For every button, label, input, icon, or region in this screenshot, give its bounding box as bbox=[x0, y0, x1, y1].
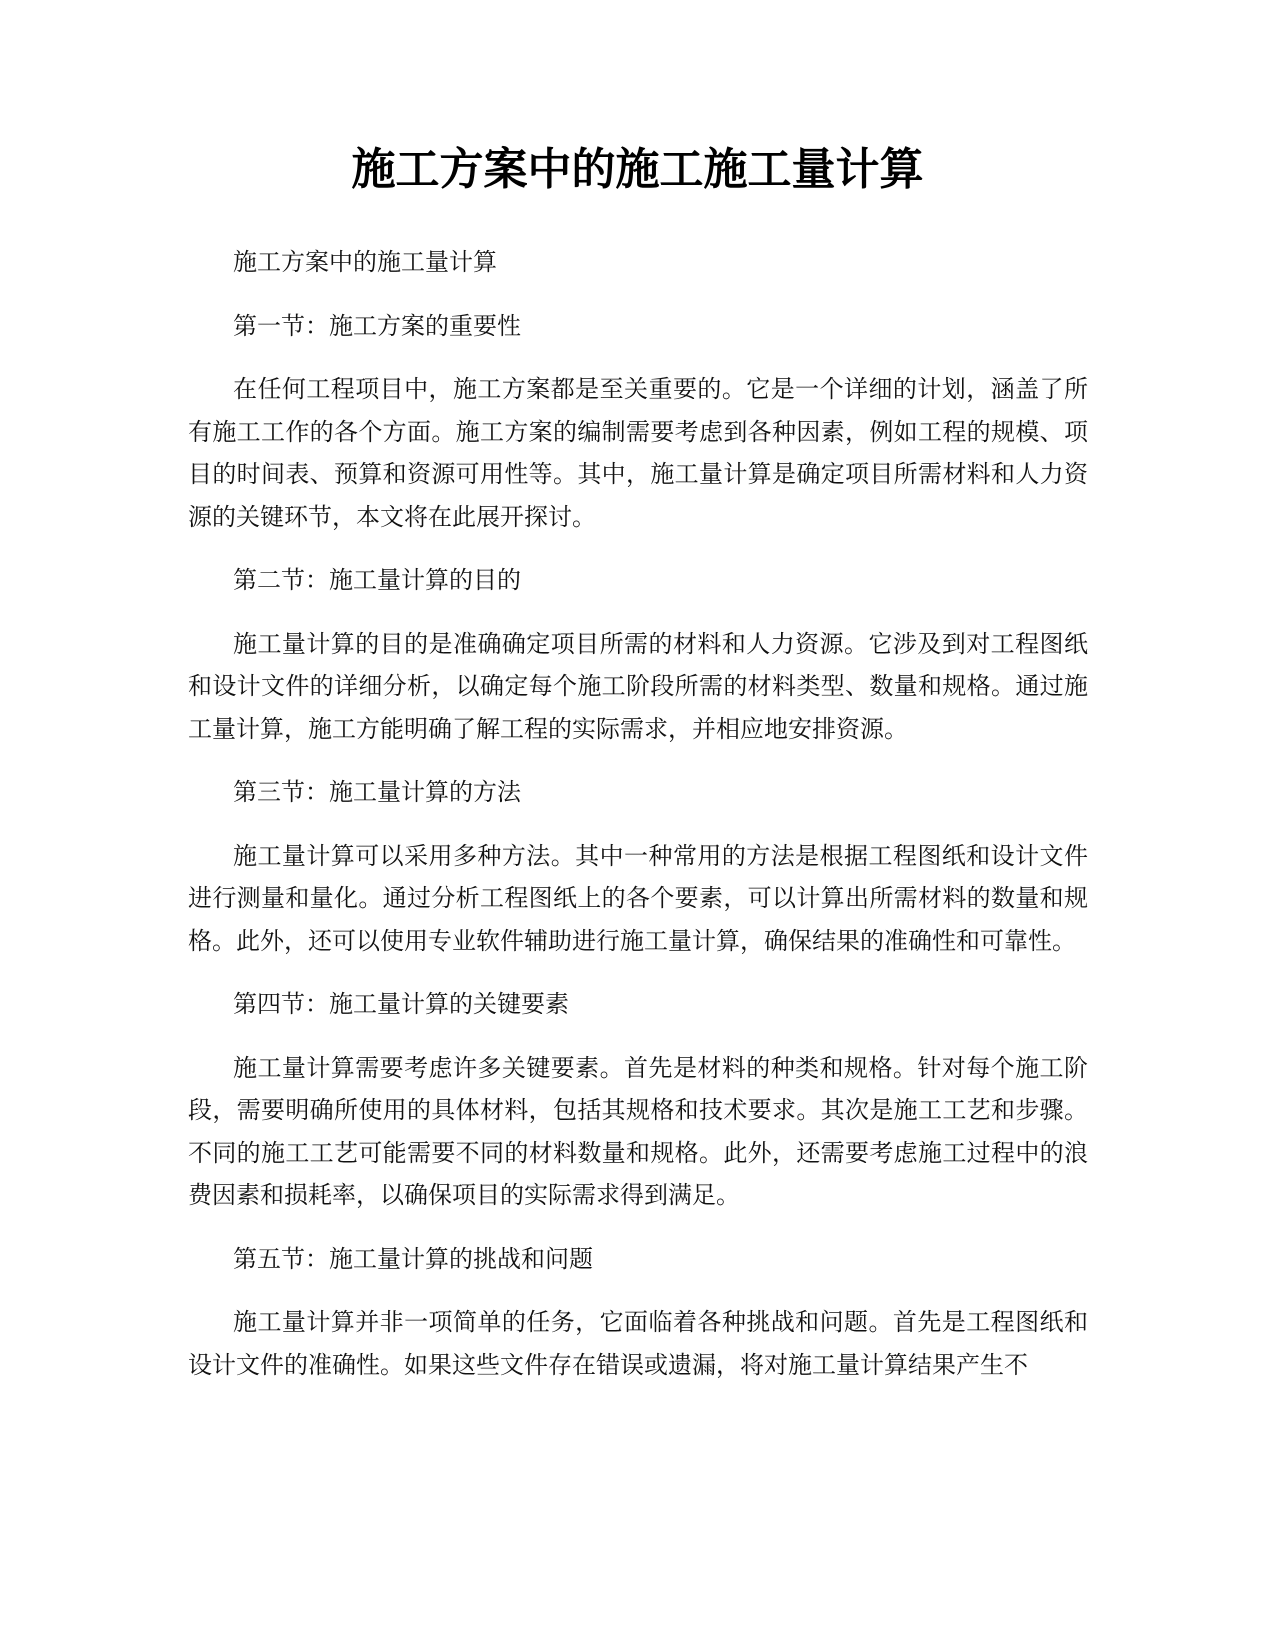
section-3-heading: 第三节：施工量计算的方法 bbox=[233, 778, 521, 806]
document-subtitle: 施工方案中的施工量计算 bbox=[233, 248, 497, 276]
section-2-paragraph: 施工量计算的目的是准确确定项目所需的材料和人力资源。它涉及到对工程图纸和设计文件的详细分析，以确定每个施工阶段所需的材料类型、数量和规格。通过施工量计算，施工方能明确了解工程的实际需求，并相应地安排资源。 bbox=[188, 629, 1088, 743]
document-title: 施工方案中的施工施工量计算 bbox=[351, 144, 924, 195]
section-2-heading: 第二节：施工量计算的目的 bbox=[233, 566, 521, 594]
section-1-paragraph: 在任何工程项目中，施工方案都是至关重要的。它是一个详细的计划，涵盖了所有施工工作的各个方面。施工方案的编制需要考虑到各种因素，例如工程的规模、项目的时间表、预算和资源可用性等。其中，施工量计算是确定项目所需材料和人力资源的关键环节，本文将在此展开探讨。 bbox=[188, 375, 1088, 531]
section-4-heading: 第四节：施工量计算的关键要素 bbox=[233, 990, 569, 1018]
section-4-paragraph: 施工量计算需要考虑许多关键要素。首先是材料的种类和规格。针对每个施工阶段，需要明确所使用的具体材料，包括其规格和技术要求。其次是施工工艺和步骤。不同的施工工艺可能需要不同的材料数量和规格。此外，还需要考虑施工过程中的浪费因素和损耗率，以确保项目的实际需求得到满足。 bbox=[188, 1053, 1088, 1209]
document-body bbox=[188, 241, 1088, 1386]
section-5-heading: 第五节：施工量计算的挑战和问题 bbox=[233, 1244, 593, 1273]
section-3-paragraph: 施工量计算可以采用多种方法。其中一种常用的方法是根据工程图纸和设计文件进行测量和量化。通过分析工程图纸上的各个要素，可以计算出所需材料的数量和规格。此外，还可以使用专业软件辅助进行施工量计算，确保结果的准确性和可靠性。 bbox=[188, 841, 1088, 955]
section-5-paragraph: 施工量计算并非一项简单的任务，它面临着各种挑战和问题。首先是工程图纸和设计文件的准确性。如果这些文件存在错误或遗漏，将对施工量计算结果产生不 bbox=[188, 1308, 1088, 1379]
section-1-heading: 第一节：施工方案的重要性 bbox=[233, 311, 521, 340]
